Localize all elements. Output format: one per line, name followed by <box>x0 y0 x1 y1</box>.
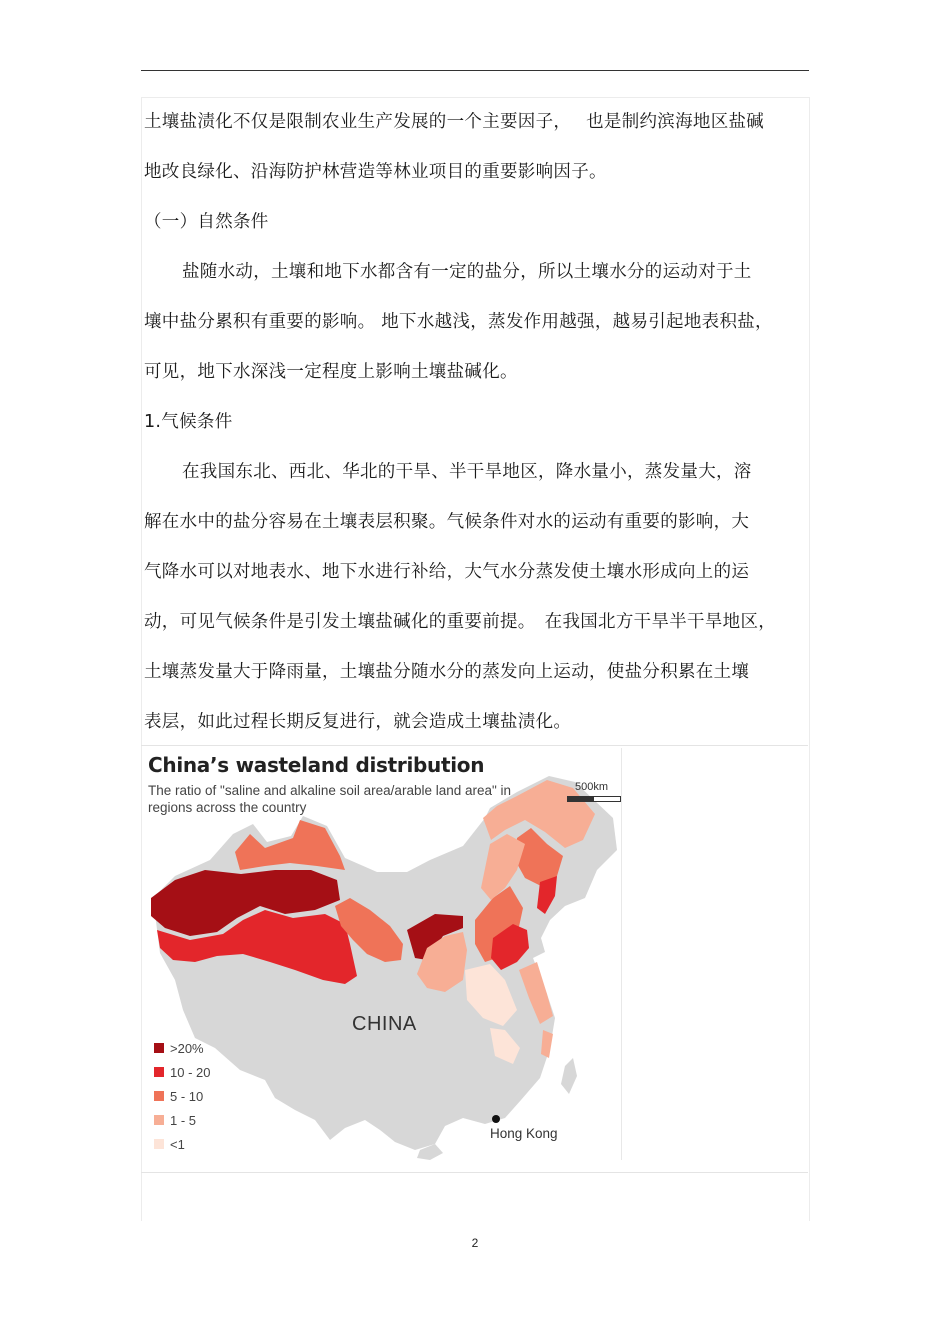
taiwan-island <box>561 1058 577 1094</box>
region-zhejiang <box>541 1030 553 1058</box>
text-line: 土壤蒸发量大于降雨量，土壤盐分随水分的蒸发向上运动，使盐分积累在土壤 <box>144 662 750 682</box>
text-line: 地改良绿化、沿海防护林营造等林业项目的重要影响因子。 <box>144 162 607 182</box>
legend-item <box>154 1108 210 1132</box>
text-line: 在我国东北、西北、华北的干旱、半干旱地区，降水量小，蒸发量大，溶 <box>182 462 752 482</box>
map-legend <box>154 1036 210 1156</box>
text-line: 解在水中的盐分容易在土壤表层积聚。气候条件对水的运动有重要的影响，大 <box>144 512 750 532</box>
legend-item <box>154 1060 210 1084</box>
hong-kong-marker <box>492 1115 500 1123</box>
scale-label: 500km <box>575 781 609 793</box>
figure-title: China’s wasteland distribution <box>148 753 485 777</box>
legend-swatch <box>154 1043 164 1053</box>
legend-swatch <box>154 1139 164 1149</box>
text-line: 盐随水动，土壤和地下水都含有一定的盐分，所以土壤水分的运动对于土 <box>182 262 752 282</box>
legend-label: >20% <box>170 1040 204 1056</box>
text-line: 1.气候条件 <box>144 412 233 432</box>
legend-label: 1 - 5 <box>170 1112 197 1128</box>
text-line: 表层，如此过程长期反复进行，就会造成土壤盐渍化。 <box>144 712 572 732</box>
legend-swatch <box>154 1091 164 1101</box>
text-line: 土壤盐渍化不仅是限制农业生产发展的一个主要因子， 也是制约滨海地区盐碱 <box>144 112 765 132</box>
body-text <box>144 97 804 747</box>
text-line: 壤中盐分累积有重要的影响。 地下水越浅，蒸发作用越强，越易引起地表积盐， <box>144 312 773 332</box>
text-line: 气降水可以对地表水、地下水进行补给，大气水分蒸发使土壤水形成向上的运 <box>144 562 750 582</box>
legend-label: 10 - 20 <box>170 1064 211 1080</box>
legend-item <box>154 1132 210 1156</box>
legend-label: 5 - 10 <box>170 1088 204 1104</box>
legend-swatch <box>154 1067 164 1077</box>
legend-label: <1 <box>170 1136 185 1152</box>
text-line: 可见，地下水深浅一定程度上影响土壤盐碱化。 <box>144 362 518 382</box>
page-number: 2 <box>471 1236 479 1250</box>
legend-swatch <box>154 1115 164 1125</box>
header-rule <box>141 70 809 71</box>
hong-kong-label: Hong Kong <box>490 1126 558 1141</box>
scale-bar <box>567 796 621 802</box>
text-line: （一）自然条件 <box>144 212 269 232</box>
legend-item <box>154 1084 210 1108</box>
legend-item <box>154 1036 210 1060</box>
text-line: 动，可见气候条件是引发土壤盐碱化的重要前提。 在我国北方干旱半干旱地区， <box>144 612 777 632</box>
wasteland-map-figure <box>145 748 622 1160</box>
figure-subtitle: The ratio of "saline and alkaline soil area/arable land area" in regions across the country <box>148 783 512 815</box>
country-label: CHINA <box>352 1013 417 1035</box>
